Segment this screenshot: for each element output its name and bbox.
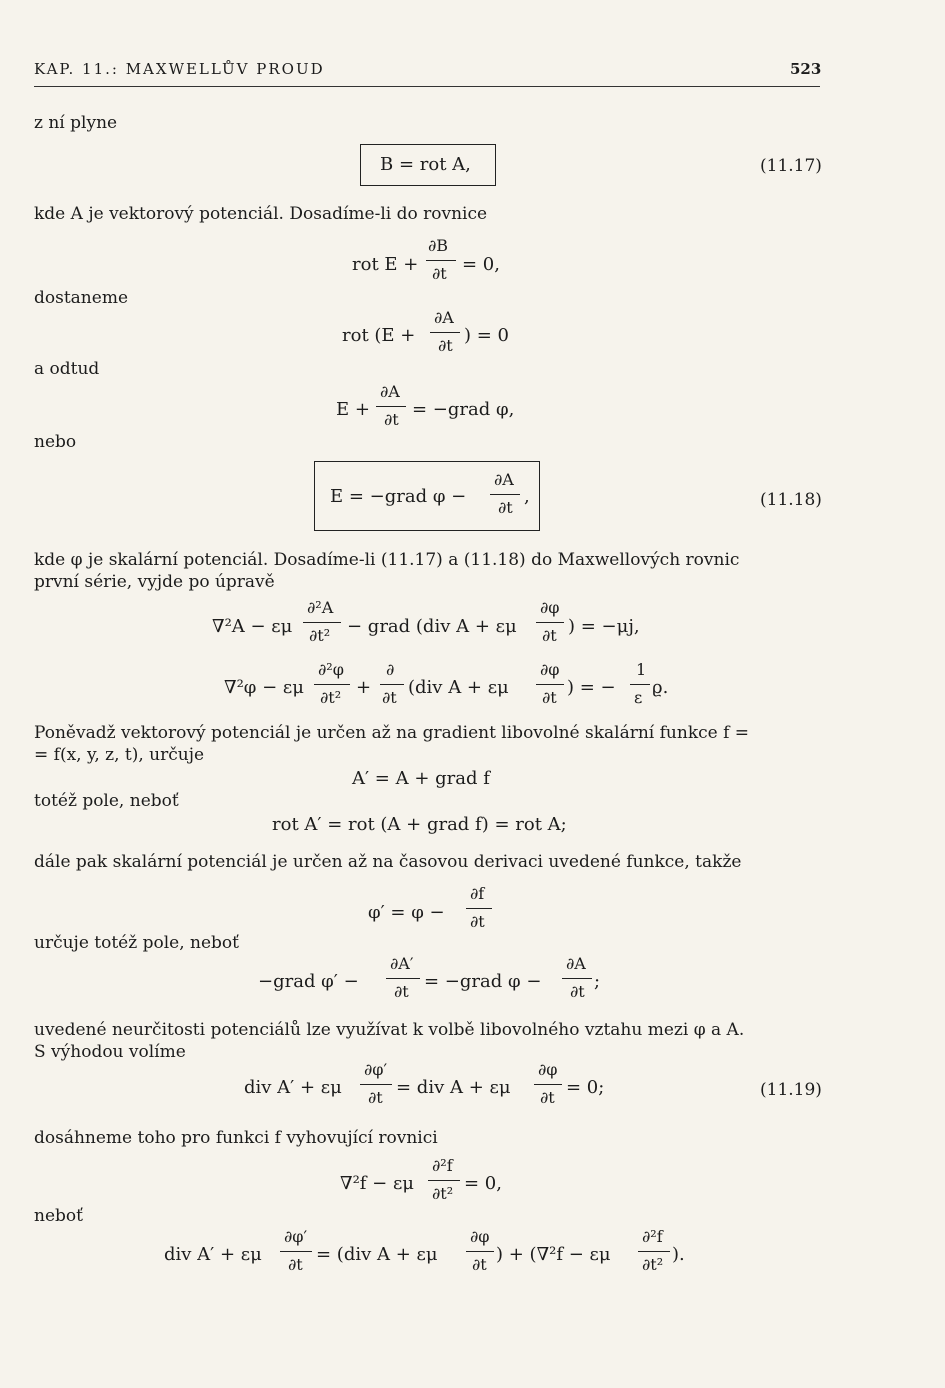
fraction-numerator: ∂A xyxy=(380,382,400,401)
equation-wave-f-right: = 0, xyxy=(464,1173,502,1194)
fraction-bar xyxy=(536,622,564,623)
equation-e-grad-left: E + xyxy=(336,399,370,420)
fraction-bar xyxy=(380,684,404,685)
running-header: KAP. 11.: MAXWELLŮV PROUD xyxy=(34,60,325,78)
equation-faraday-right: = 0, xyxy=(462,254,500,275)
fraction-numerator: ∂A xyxy=(494,470,514,489)
equation-wave-phi-right: ϱ. xyxy=(652,677,669,698)
equation-number-11-18: (11.18) xyxy=(760,490,822,510)
equation-faraday-left: rot E + xyxy=(352,254,419,275)
fraction-numerator: ∂φ′ xyxy=(284,1227,308,1246)
fraction-numerator: ∂A xyxy=(434,308,454,327)
fraction-bar xyxy=(360,1084,392,1085)
fraction-denominator: ∂t² xyxy=(320,688,342,707)
equation-gauge-a: A′ = A + grad f xyxy=(352,768,490,789)
paragraph-vector-potential: kde A je vektorový potenciál. Dosadíme-li do rovnice xyxy=(34,204,488,224)
equation-grad-invariance-left: −grad φ′ − xyxy=(258,971,359,992)
equation-wave-phi-plus: + xyxy=(356,677,372,698)
equation-wave-f-left: ∇²f − εμ xyxy=(340,1173,414,1194)
fraction-denominator: ∂t xyxy=(570,982,585,1001)
fraction-numerator: ∂φ′ xyxy=(364,1060,388,1079)
equation-final-left: div A′ + εμ xyxy=(164,1244,262,1265)
equation-wave-a-left: ∇²A − εμ xyxy=(212,616,293,637)
fraction-bar xyxy=(428,1180,460,1181)
fraction-bar xyxy=(534,1084,562,1085)
fraction-bar xyxy=(376,406,406,407)
paragraph-scalar-potential-2: první série, vyjde po úpravě xyxy=(34,572,275,592)
fraction-bar xyxy=(638,1251,670,1252)
fraction-numerator: ∂φ xyxy=(540,598,560,617)
equation-grad-invariance-right: ; xyxy=(594,971,601,992)
equation-grad-invariance-mid: = −grad φ − xyxy=(424,971,542,992)
fraction-numerator: ∂²A xyxy=(307,598,334,617)
fraction-numerator: ∂φ xyxy=(540,660,560,679)
paragraph-nebo: nebo xyxy=(34,432,77,452)
paragraph-scalar-gauge: dále pak skalární potenciál je určen až na časovou derivaci uvedené funkce, takže xyxy=(34,852,742,872)
equation-wave-a-mid: − grad (div A + εμ xyxy=(347,616,517,637)
fraction-bar xyxy=(466,1251,494,1252)
fraction-bar xyxy=(536,684,564,685)
fraction-denominator: ∂t xyxy=(394,982,409,1001)
paragraph-dostaneme: dostaneme xyxy=(34,288,128,308)
paragraph-totez: totéž pole, neboť xyxy=(34,791,179,811)
paragraph-nebot: neboť xyxy=(34,1206,83,1226)
equation-lorenz-mid: = div A + εμ xyxy=(396,1077,511,1098)
fraction-bar xyxy=(490,494,520,495)
paragraph-scalar-potential: kde φ je skalární potenciál. Dosadíme-li (11.17) a (11.18) do Maxwellových rovnic xyxy=(34,550,740,570)
equation-gauge-phi: φ′ = φ − xyxy=(368,902,445,923)
fraction-numerator: ∂f xyxy=(470,884,485,903)
equation-e-grad-right: = −grad φ, xyxy=(412,399,515,420)
fraction-numerator: ∂ xyxy=(386,660,395,679)
fraction-bar xyxy=(562,978,592,979)
paragraph-gauge-2: = f(x, y, z, t), určuje xyxy=(34,745,205,765)
fraction-denominator: ∂t xyxy=(498,498,513,517)
fraction-numerator: ∂²φ xyxy=(318,660,344,679)
fraction-denominator: ε xyxy=(634,688,643,707)
paragraph-volime: S výhodou volíme xyxy=(34,1042,186,1062)
fraction-denominator: ∂t xyxy=(384,410,399,429)
paragraph-intro: z ní plyne xyxy=(34,113,118,133)
fraction-bar xyxy=(426,260,456,261)
equation-rot-right: ) = 0 xyxy=(464,325,509,346)
equation-number-11-19: (11.19) xyxy=(760,1080,822,1100)
equation-wave-phi-mid2: ) = − xyxy=(567,677,616,698)
equation-lorenz-left: div A′ + εμ xyxy=(244,1077,342,1098)
fraction-numerator: 1 xyxy=(636,660,647,679)
fraction-numerator: ∂²f xyxy=(642,1227,663,1246)
header-rule xyxy=(34,86,820,87)
equation-lorenz-right: = 0; xyxy=(566,1077,605,1098)
equation-wave-phi-mid: (div A + εμ xyxy=(408,677,509,698)
paragraph-gauge: Poněvadž vektorový potenciál je určen až na gradient libovolné skalární funkce f = xyxy=(34,723,750,743)
fraction-denominator: ∂t² xyxy=(642,1255,664,1274)
paragraph-dosahneme: dosáhneme toho pro funkci f vyhovující rovnici xyxy=(34,1128,438,1148)
fraction-bar xyxy=(280,1251,312,1252)
fraction-denominator: ∂t² xyxy=(432,1184,454,1203)
paragraph-odtud: a odtud xyxy=(34,359,100,379)
fraction-denominator: ∂t xyxy=(540,1088,555,1107)
fraction-denominator: ∂t xyxy=(438,336,453,355)
equation-rot-left: rot (E + xyxy=(342,325,416,346)
equation-final-mid: = (div A + εμ xyxy=(316,1244,438,1265)
fraction-denominator: ∂t xyxy=(368,1088,383,1107)
equation-11-18-comma: , xyxy=(524,486,530,507)
fraction-numerator: ∂²f xyxy=(432,1156,453,1175)
equation-wave-phi-left: ∇²φ − εμ xyxy=(224,677,304,698)
fraction-denominator: ∂t xyxy=(542,688,557,707)
paragraph-urcuje: určuje totéž pole, neboť xyxy=(34,933,239,953)
equation-final-right: ). xyxy=(672,1244,685,1265)
fraction-bar xyxy=(430,332,460,333)
fraction-numerator: ∂B xyxy=(428,236,449,255)
fraction-denominator: ∂t² xyxy=(309,626,331,645)
fraction-denominator: ∂t xyxy=(432,264,447,283)
equation-rot-invariance: rot A′ = rot (A + grad f) = rot A; xyxy=(272,814,567,835)
equation-11-18-left: E = −grad φ − xyxy=(330,486,467,507)
fraction-denominator: ∂t xyxy=(382,688,397,707)
fraction-numerator: ∂φ xyxy=(538,1060,558,1079)
fraction-denominator: ∂t xyxy=(472,1255,487,1274)
fraction-denominator: ∂t xyxy=(542,626,557,645)
equation-final-mid2: ) + (∇²f − εμ xyxy=(496,1244,611,1265)
fraction-bar xyxy=(303,622,341,623)
fraction-denominator: ∂t xyxy=(470,912,485,931)
page-number: 523 xyxy=(790,60,822,78)
fraction-bar xyxy=(630,684,650,685)
fraction-bar xyxy=(466,908,492,909)
paragraph-neurcitosti: uvedené neurčitosti potenciálů lze využívat k volbě libovolného vztahu mezi φ a A. xyxy=(34,1020,745,1040)
equation-11-17: B = rot A, xyxy=(380,154,471,175)
fraction-bar xyxy=(314,684,350,685)
fraction-numerator: ∂A′ xyxy=(390,954,414,973)
fraction-numerator: ∂φ xyxy=(470,1227,490,1246)
equation-wave-a-right: ) = −μj, xyxy=(568,616,640,637)
fraction-bar xyxy=(386,978,420,979)
fraction-numerator: ∂A xyxy=(566,954,586,973)
equation-number-11-17: (11.17) xyxy=(760,156,822,176)
fraction-denominator: ∂t xyxy=(288,1255,303,1274)
